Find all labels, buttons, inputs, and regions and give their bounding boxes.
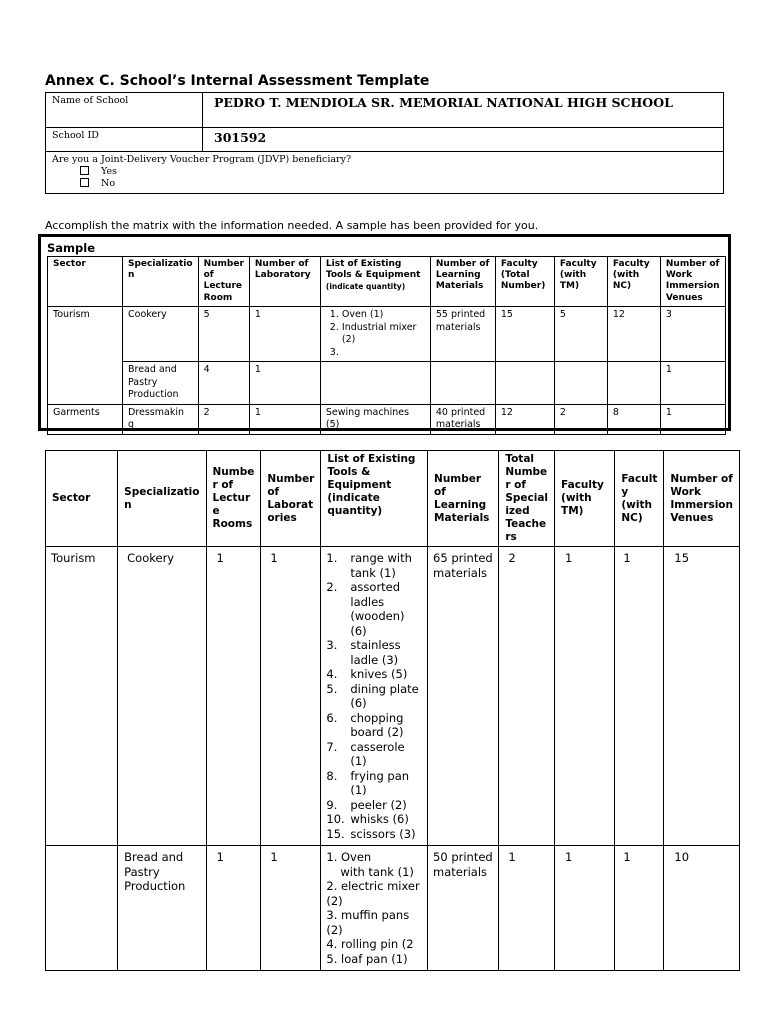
- list-item: [326, 638, 422, 667]
- list-item: [326, 740, 422, 769]
- list-item: 1. Oven (1): [342, 309, 425, 322]
- list-item-number: 15.: [326, 826, 345, 841]
- sample-cell-spec: Cookery: [123, 307, 199, 362]
- cell-laboratories: 1: [261, 547, 321, 846]
- cell-work-immersion: 10: [664, 846, 740, 971]
- school-name-label: Name of School: [46, 93, 203, 128]
- instruction-text: Accomplish the matrix with the information needed. A sample has been provided for you.: [45, 219, 539, 232]
- header-lecture-rooms: Numbe r of Lectur e Rooms: [206, 451, 261, 547]
- cell-sector: Tourism: [46, 547, 118, 846]
- cell-lecture-rooms: 1: [206, 547, 261, 846]
- sample-header-tools-note: (indicate quantity): [325, 282, 406, 292]
- jdvp-cell: [46, 152, 724, 194]
- list-item: 4. rolling pin (2: [326, 937, 414, 951]
- list-item-text: stainless ladle (3): [350, 638, 401, 667]
- sample-cell-venues: 1: [660, 404, 725, 434]
- sample-cell-faculty-tm: [554, 362, 607, 405]
- table-row: [46, 547, 740, 846]
- list-item-number: 4.: [326, 667, 338, 681]
- sample-cell-faculty-total: 12: [495, 404, 554, 434]
- cell-specialized-teachers: 1: [499, 846, 555, 971]
- header-work-immersion: Number of Work Immersion Venues: [664, 451, 740, 547]
- sample-cell-faculty-nc: [607, 362, 660, 405]
- sample-cell-tools: [320, 307, 430, 362]
- header-learning-materials: Number of Learning Materials: [428, 451, 499, 547]
- list-item: [326, 812, 422, 827]
- sample-cell-lecture: 2: [198, 404, 249, 434]
- list-item-text: knives (5): [350, 667, 408, 681]
- list-item: 5. loaf pan (1): [326, 951, 408, 966]
- sample-header-sector: Sector: [48, 257, 123, 307]
- sample-header-faculty-tm: Faculty (with TM): [554, 257, 607, 307]
- sample-cell-lecture: 5: [198, 307, 249, 362]
- assessment-table: [45, 450, 740, 971]
- list-item: [326, 827, 422, 842]
- header-specialization: Specializatio n: [118, 451, 206, 547]
- school-id-value: 301592: [203, 128, 724, 152]
- checkbox-icon[interactable]: [80, 178, 89, 187]
- cell-specialization: Cookery: [118, 547, 206, 846]
- header-laboratories: Number of Laborat ories: [261, 451, 321, 547]
- list-item-text: dining plate (6): [350, 681, 419, 710]
- list-item-number: 2.: [326, 580, 338, 594]
- list-item: [326, 667, 422, 682]
- sample-cell-faculty-tm: 5: [554, 307, 607, 362]
- tools-list: [326, 551, 422, 841]
- school-id-label: School ID: [46, 128, 203, 152]
- sample-cell-lab: 1: [249, 404, 320, 434]
- list-item-number: 8.: [326, 768, 338, 783]
- list-item: 1. Oven: [326, 850, 372, 864]
- list-item: [326, 798, 422, 813]
- header-sector: Sector: [46, 451, 118, 547]
- cell-sector: [46, 846, 118, 971]
- list-item: [326, 551, 422, 580]
- list-item-text: range with tank (1): [350, 551, 412, 580]
- sample-header-tools: List of Existing Tools & Equipment (indicate quantity): [320, 257, 430, 307]
- cell-work-immersion: 15: [664, 547, 740, 846]
- list-item-number: 3.: [326, 638, 338, 652]
- header-faculty-tm: Faculty (with TM): [555, 451, 615, 547]
- list-item-text: assorted ladles (wooden) (6): [350, 580, 405, 638]
- list-item-text: scissors (3): [350, 826, 416, 841]
- sample-cell-spec: Dressmakin g: [123, 404, 199, 434]
- cell-laboratories: 1: [261, 846, 321, 971]
- cell-faculty-tm: 1: [555, 547, 615, 846]
- sample-header-lecture: Number of Lecture Room: [198, 257, 249, 307]
- sample-cell-venues: 3: [660, 307, 725, 362]
- jdvp-question: Are you a Joint-Delivery Voucher Program (JDVP) beneficiary?: [52, 154, 352, 165]
- list-item-number: 5.: [326, 681, 338, 696]
- list-item-text: frying pan (1): [350, 768, 410, 797]
- checkbox-icon[interactable]: [80, 166, 89, 175]
- sample-label: Sample: [47, 241, 95, 255]
- list-item-text: chopping board (2): [350, 710, 404, 739]
- document-title: Annex C. School’s Internal Assessment Template: [45, 73, 430, 89]
- cell-tools: [321, 846, 428, 971]
- sample-row-garments: [48, 404, 726, 434]
- list-item-text: whisks (6): [350, 812, 409, 826]
- header-faculty-nc: Facult y (with NC): [615, 451, 664, 547]
- sample-header-materials: Number of Learning Materials: [430, 257, 495, 307]
- sample-header-faculty-nc: Faculty (with NC): [607, 257, 660, 307]
- list-item-number: 10.: [326, 812, 345, 826]
- list-item: [326, 580, 422, 638]
- sample-row-cookery: [48, 307, 726, 362]
- list-item: [326, 769, 422, 798]
- sample-header-specialization: Specializatio n: [123, 257, 199, 307]
- sample-cell-faculty-total: 15: [495, 307, 554, 362]
- sample-cell-tools: [320, 362, 430, 405]
- sample-header-venues: Number of Work Immersion Venues: [660, 257, 725, 307]
- list-item: [326, 682, 422, 711]
- cell-tools: [321, 547, 428, 846]
- list-item-number: 1.: [326, 551, 338, 565]
- cell-specialization: Bread and Pastry Production: [118, 846, 206, 971]
- list-item-text: peeler (2): [350, 797, 407, 812]
- sample-table: [47, 256, 726, 435]
- cell-faculty-nc: 1: [615, 846, 664, 971]
- list-item: [342, 347, 425, 360]
- sample-cell-faculty-nc: 12: [607, 307, 660, 362]
- school-info-table: [45, 92, 724, 194]
- sample-cell-faculty-nc: 8: [607, 404, 660, 434]
- sample-cell-lab: 1: [249, 307, 320, 362]
- sample-cell-materials: 55 printed materials: [430, 307, 495, 362]
- sample-tools-list: [326, 309, 425, 359]
- sample-cell-sector: Tourism: [48, 307, 123, 405]
- sample-cell-faculty-tm: 2: [554, 404, 607, 434]
- sample-cell-lab: 1: [249, 362, 320, 405]
- sample-cell-tools: Sewing machines (5): [320, 404, 430, 434]
- jdvp-option-yes[interactable]: Yes: [52, 166, 717, 178]
- cell-learning-materials: 65 printed materials: [428, 547, 499, 846]
- sample-cell-faculty-total: [495, 362, 554, 405]
- list-item: 2. electric mixer (2): [326, 879, 420, 908]
- jdvp-option-no[interactable]: No: [52, 178, 717, 190]
- cell-learning-materials: 50 printed materials: [428, 846, 499, 971]
- sample-cell-lecture: 4: [198, 362, 249, 405]
- school-name-value: PEDRO T. MENDIOLA SR. MEMORIAL NATIONAL HIGH SCHOOL: [203, 93, 724, 128]
- header-specialized-teachers: Total Numbe r of Special ized Teache rs: [499, 451, 555, 547]
- sample-header-faculty-total: Faculty (Total Number): [495, 257, 554, 307]
- sample-cell-materials: [430, 362, 495, 405]
- sample-cell-sector: Garments: [48, 404, 123, 434]
- list-item-number: 9.: [326, 797, 338, 812]
- sample-row-bread: [48, 362, 726, 405]
- list-item-number: 7.: [326, 739, 338, 754]
- sample-header-laboratory: Number of Laboratory: [249, 257, 320, 307]
- header-tools: List of Existing Tools & Equipment (indicate quantity): [321, 451, 428, 547]
- list-item-text: casserole (1): [350, 739, 405, 768]
- cell-lecture-rooms: 1: [206, 846, 261, 971]
- list-item: with tank (1): [340, 864, 414, 879]
- cell-specialized-teachers: 2: [499, 547, 555, 846]
- list-item: 3. muffin pans (2): [326, 908, 410, 937]
- table-row: [46, 846, 740, 971]
- cell-faculty-nc: 1: [615, 547, 664, 846]
- cell-faculty-tm: 1: [555, 846, 615, 971]
- list-item-number: 6.: [326, 710, 338, 725]
- list-item: [326, 711, 422, 740]
- sample-cell-materials: 40 printed materials: [430, 404, 495, 434]
- list-item: 2. Industrial mixer (2): [342, 322, 425, 347]
- sample-cell-venues: 1: [660, 362, 725, 405]
- sample-cell-spec: Bread and Pastry Production: [123, 362, 199, 405]
